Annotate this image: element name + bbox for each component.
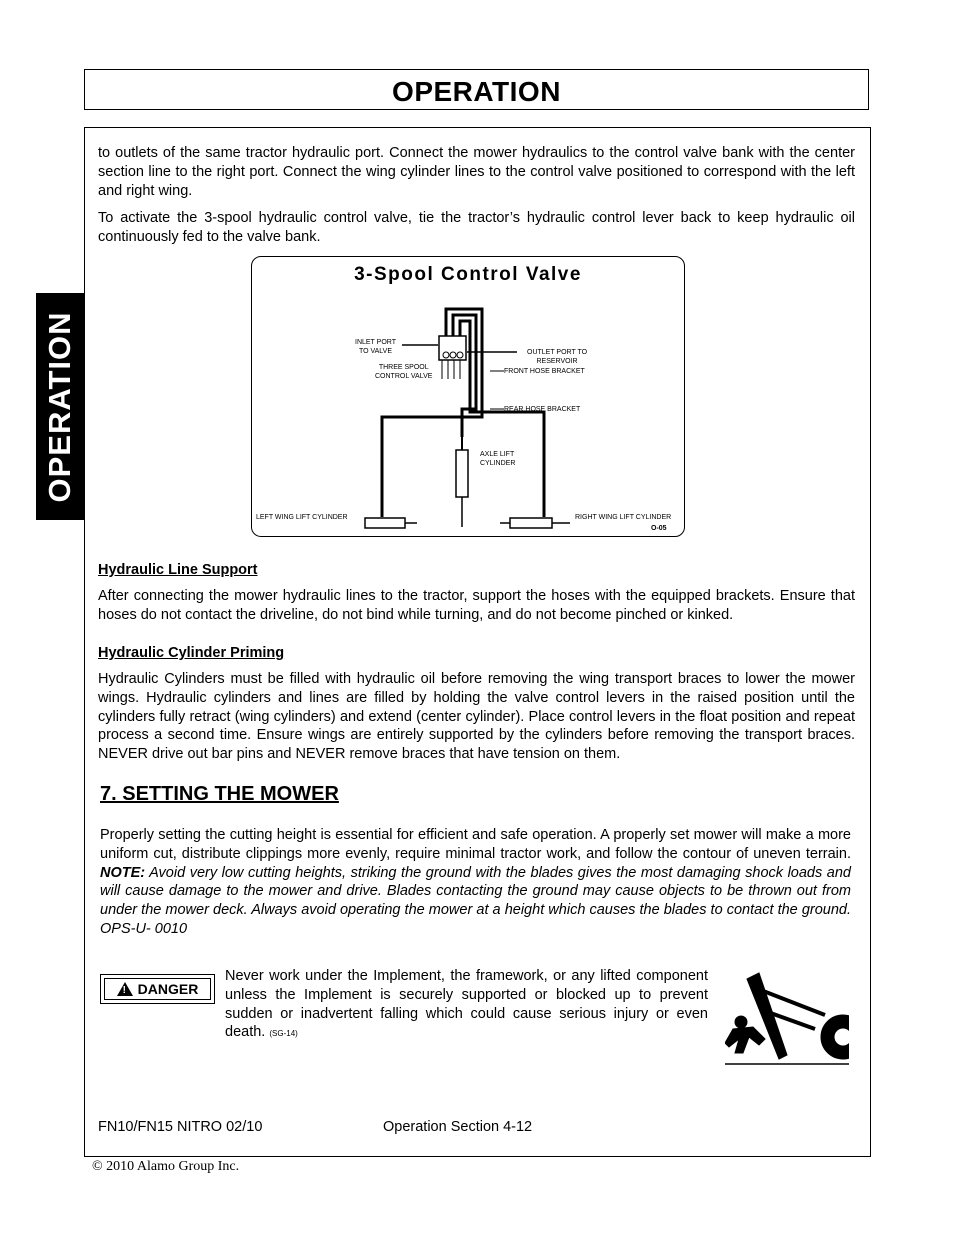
- footer-section: Operation Section 4-12: [383, 1119, 533, 1135]
- label-three-spool: THREE SPOOL CONTROL VALVE: [375, 364, 433, 380]
- control-valve-figure: [251, 256, 685, 537]
- label-left-wing: LEFT WING LIFT CYLINDER: [256, 514, 348, 521]
- danger-label: DANGER: [137, 981, 199, 997]
- page-title: OPERATION: [392, 76, 561, 107]
- label-outlet-port: OUTLET PORT TO RESERVOIR: [527, 349, 588, 365]
- side-tab-label: OPERATION: [42, 311, 77, 502]
- danger-code: (SG-14): [269, 1029, 298, 1039]
- section-title: 7. SETTING THE MOWER: [100, 783, 339, 805]
- label-axle-lift: AXLE LIFT CYLINDER: [480, 451, 516, 467]
- paragraph-activate-valve: To activate the 3-spool hydraulic control valve, tie the tractor’s hydraulic control lever back to keep hydraulic oil continuously fed to the valve bank.: [98, 210, 855, 245]
- label-inlet-port: INLET PORT TO VALVE: [355, 339, 396, 355]
- warning-icon: !: [117, 982, 133, 996]
- hydraulic-diagram: [252, 257, 683, 535]
- danger-badge: [100, 974, 215, 1004]
- paragraph-outlets: to outlets of the same tractor hydraulic port. Connect the mower hydraulics to the control valve bank with the center section line to the right port. Connect the wing cylinder lines to the control valve positioned to correspond with the left and right wing.: [98, 145, 855, 199]
- note-label: NOTE:: [100, 864, 146, 881]
- danger-message: Never work under the Implement, the framework, or any lifted component unless the Implement is securely supported or blocked up to prevent sudden or inadvertent falling which could cause serious injury or even death.: [225, 968, 708, 1041]
- side-tab: [36, 293, 84, 520]
- setting-mower-text: Properly setting the cutting height is essential for efficient and safe operation. A properly set mower will make a more uniform cut, distribute clippings more evenly, require minimal tractor work, and follow the contour of uneven terrain.: [100, 827, 851, 862]
- label-rear-bracket: REAR HOSE BRACKET: [504, 406, 581, 413]
- figure-code: O-05: [651, 525, 667, 532]
- page-header: [84, 69, 869, 110]
- label-right-wing: RIGHT WING LIFT CYLINDER: [575, 514, 672, 521]
- figure-title: 3-Spool Control Valve: [354, 264, 582, 285]
- paragraph-setting-mower: [100, 826, 851, 939]
- copyright: © 2010 Alamo Group Inc.: [92, 1159, 240, 1174]
- label-front-bracket: FRONT HOSE BRACKET: [504, 368, 585, 375]
- paragraph-line-support: After connecting the mower hydraulic lines to the tractor, support the hoses with the equipped brackets. Ensure that hoses do not contact the driveline, do not bind while turning, and do not become pinched or kinked.: [98, 588, 855, 623]
- subhead-cylinder-priming: Hydraulic Cylinder Priming: [98, 645, 285, 661]
- subhead-line-support: Hydraulic Line Support: [98, 562, 258, 578]
- footer-model: FN10/FN15 NITRO 02/10: [98, 1119, 263, 1135]
- paragraph-cylinder-priming: Hydraulic Cylinders must be filled with hydraulic oil before removing the wing transport braces to lower the mower wings. Hydraulic cylinders and lines are filled by holding the valve control levers in the raised position until the cylinders fully retract (wing cylinders) and extend (center cylinder). Place control levers in the float position and repeat process a second time. Ensure wings are entirely supported by the cylinders before removing the transport braces. NEVER drive out bar pins and NEVER remove braces that have tension on them.: [98, 671, 855, 763]
- crush-hazard-icon: [725, 967, 849, 1067]
- setting-mower-note: Avoid very low cutting heights, striking the ground with the blades gives the most damaging shock loads and will cause damage to the mower and drive. Blades contacting the ground may cause objects to be thrown out from under the mower deck. Always avoid operating the mower at a height which causes the blades to contact the ground. OPS-U- 0010: [100, 864, 851, 937]
- danger-badge-inner: [104, 978, 211, 1000]
- danger-text: [225, 967, 708, 1044]
